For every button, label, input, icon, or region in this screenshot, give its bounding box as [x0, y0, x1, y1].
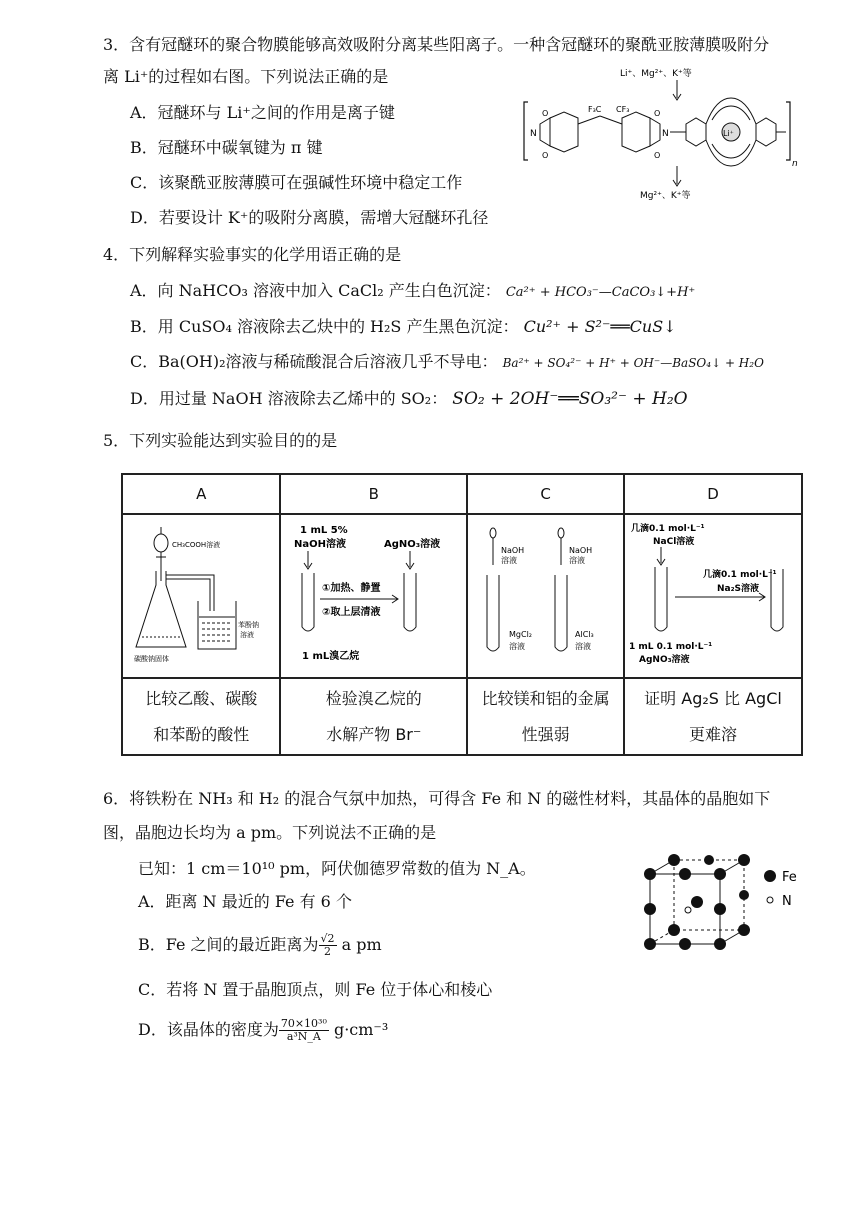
q4-option-b-equation: Cu²⁺ + S²⁻══CuS↓ — [523, 317, 677, 336]
o-label-3: O — [654, 109, 661, 118]
desc-a-line2: 和苯酚的酸性 — [153, 724, 250, 744]
apparatus-a — [122, 514, 280, 678]
desc-b-line1: 检验溴乙烷的 — [325, 688, 422, 708]
q3-stem-line1: 3．含有冠醚环的聚合物膜能够高效吸附分离某些阳离子。一种含冠醚环的聚酰亚胺薄膜吸附分 — [103, 35, 770, 54]
q4-option-c — [130, 349, 764, 372]
q4-option-d-text: D．用过量 NaOH 溶液除去乙烯中的 SO₂： — [130, 389, 448, 408]
desc-a — [122, 678, 280, 755]
desc-b-line2: 水解产物 Br⁻ — [326, 724, 422, 744]
step1-label: ①加热、静置 — [321, 583, 381, 594]
desc-c-line2: 性强弱 — [521, 724, 570, 744]
fe-legend-marker — [764, 870, 776, 882]
desc-b — [280, 678, 467, 755]
agno3-label: AgNO₃溶液 — [383, 539, 440, 550]
reagent-label: CH₃COOH溶液 — [172, 541, 221, 549]
desc-a-line1: 比较乙酸、碳酸 — [145, 688, 258, 708]
q4-option-b — [130, 314, 677, 337]
crown-ether-polymer-figure — [520, 64, 810, 204]
q6-stem-line1: 6．将铁粉在 NH₃ 和 H₂ 的混合气氛中加热，可得含 Fe 和 N 的磁性材料，其晶体的晶胞如下 — [103, 789, 771, 808]
q3-option-d: D．若要设计 K⁺的吸附分离膜，需增大冠醚环孔径 — [130, 208, 489, 227]
q4-option-d-equation: SO₂ + 2OH⁻══SO₃²⁻ + H₂O — [452, 389, 688, 409]
header-d: D — [624, 474, 802, 514]
desc-c-line1: 比较镁和铝的金属 — [481, 688, 610, 708]
solution-label-c2: 溶液 — [568, 556, 585, 565]
q6-option-b-unit: a pm — [341, 935, 382, 954]
q4-option-b-text: B．用 CuSO₄ 溶液除去乙炔中的 H₂S 产生黑色沉淀： — [130, 317, 519, 336]
solid-label: 碳酸钠固体 — [134, 655, 170, 663]
solution-label-1: 苯酚钠 — [238, 621, 260, 629]
q6-d-numerator: 70×10³⁰ — [280, 1017, 327, 1030]
apparatus-d — [624, 514, 802, 678]
al-solution-label: 溶液 — [574, 642, 591, 651]
fe-legend-label: Fe — [782, 870, 797, 885]
naoh-label-c2: NaOH — [568, 546, 592, 555]
apparatus-a-figure — [126, 519, 276, 669]
q4-option-c-text: C．Ba(OH)₂溶液与稀硫酸混合后溶液几乎不导电： — [130, 352, 498, 371]
figure-bottom-label: Mg²⁺、K⁺等 — [640, 191, 691, 201]
nacl-label-2: NaCl溶液 — [653, 537, 695, 547]
q6-option-d-unit: g·cm⁻³ — [333, 1020, 389, 1039]
q3-stem-line2: 离 Li⁺的过程如右图。下列说法正确的是 — [103, 67, 389, 86]
q4-option-a-equation: Ca²⁺ + HCO₃⁻—CaCO₃↓+H⁺ — [505, 285, 696, 300]
q4-option-a — [130, 278, 695, 301]
q6-b-numerator: √2 — [320, 932, 335, 945]
q4-stem: 4．下列解释实验事实的化学用语正确的是 — [103, 245, 402, 264]
agno3-label-2: AgNO₃溶液 — [639, 655, 690, 665]
q6-stem-line2: 图，晶胞边长均为 a pm。下列说法不正确的是 — [103, 823, 437, 842]
apparatus-c-figure — [471, 519, 621, 669]
figure-top-label: Li⁺、Mg²⁺、K⁺等 — [620, 69, 692, 79]
na2s-label-2: Na₂S溶液 — [717, 584, 760, 594]
li-label: Li⁺ — [723, 129, 734, 138]
desc-d-line1: 证明 Ag₂S 比 AgCl — [644, 688, 782, 708]
na2s-label-1: 几滴0.1 mol·L⁻¹ — [703, 570, 777, 580]
n-legend-label: N — [782, 894, 792, 909]
solution-label-c1: 溶液 — [500, 556, 517, 565]
header-b: B — [280, 474, 467, 514]
q6-b-denominator: 2 — [324, 945, 332, 958]
cf3-label: CF₃ — [616, 105, 630, 114]
solution-label-2: 溶液 — [240, 631, 255, 639]
o-label-2: O — [542, 151, 549, 160]
q4-option-d — [130, 386, 688, 409]
naoh-label-2: NaOH溶液 — [293, 539, 346, 550]
n-legend-marker — [767, 897, 773, 903]
agno3-label-1: 1 mL 0.1 mol·L⁻¹ — [629, 642, 713, 652]
o-label-4: O — [654, 151, 661, 160]
q6-option-b-text: B．Fe 之间的最近距离为 — [138, 935, 319, 954]
naoh-label-c1: NaOH — [500, 546, 524, 555]
q6-option-c: C．若将 N 置于晶胞顶点，则 Fe 位于体心和棱心 — [138, 980, 493, 999]
q4-option-c-equation: Ba²⁺ + SO₄²⁻ + H⁺ + OH⁻—BaSO₄↓ + H₂O — [502, 356, 764, 370]
desc-d — [624, 678, 802, 755]
mg-solution-label: 溶液 — [508, 642, 525, 651]
q3-option-b: B．冠醚环中碳氧键为 π 键 — [130, 138, 323, 157]
naoh-label-1: 1 mL 5% — [299, 525, 348, 536]
experiment-table — [121, 473, 803, 756]
q3-option-a: A．冠醚环与 Li⁺之间的作用是离子键 — [130, 103, 395, 122]
q6-option-b-fraction — [319, 933, 337, 958]
n-label-right: N — [662, 129, 669, 139]
mgcl2-label: MgCl₂ — [508, 630, 532, 639]
f3c-label: F₃C — [588, 105, 602, 114]
n-label-left: N — [530, 129, 537, 139]
apparatus-d-figure — [625, 519, 801, 669]
q6-known: 已知：1 cm＝10¹⁰ pm，阿伏伽德罗常数的值为 N_A。 — [138, 859, 536, 878]
q3-option-c: C．该聚酰亚胺薄膜可在强碱性环境中稳定工作 — [130, 173, 463, 192]
apparatus-b — [280, 514, 467, 678]
desc-c — [467, 678, 624, 755]
apparatus-b-figure — [284, 519, 464, 669]
nacl-label-1: 几滴0.1 mol·L⁻¹ — [631, 524, 705, 534]
header-c: C — [467, 474, 624, 514]
q6-option-a: A．距离 N 最近的 Fe 有 6 个 — [138, 892, 352, 911]
crystal-cell-figure — [630, 852, 810, 964]
q6-option-d-text: D．该晶体的密度为 — [138, 1020, 279, 1039]
subscript-n: n — [792, 159, 798, 169]
bromoethane-label: 1 mL溴乙烷 — [301, 651, 360, 662]
alcl3-label: AlCl₃ — [574, 630, 594, 639]
header-a: A — [122, 474, 280, 514]
q6-d-denominator: a³N_A — [286, 1030, 321, 1043]
q6-option-d-fraction — [279, 1018, 329, 1043]
q6-option-d — [138, 1017, 388, 1043]
q6-option-b — [138, 932, 382, 958]
step2-label: ②取上层清液 — [321, 607, 381, 618]
apparatus-c — [467, 514, 624, 678]
q4-option-a-text: A．向 NaHCO₃ 溶液中加入 CaCl₂ 产生白色沉淀： — [130, 281, 501, 300]
q5-stem: 5．下列实验能达到实验目的的是 — [103, 431, 338, 450]
desc-d-line2: 更难溶 — [688, 724, 737, 744]
o-label-1: O — [542, 109, 549, 118]
